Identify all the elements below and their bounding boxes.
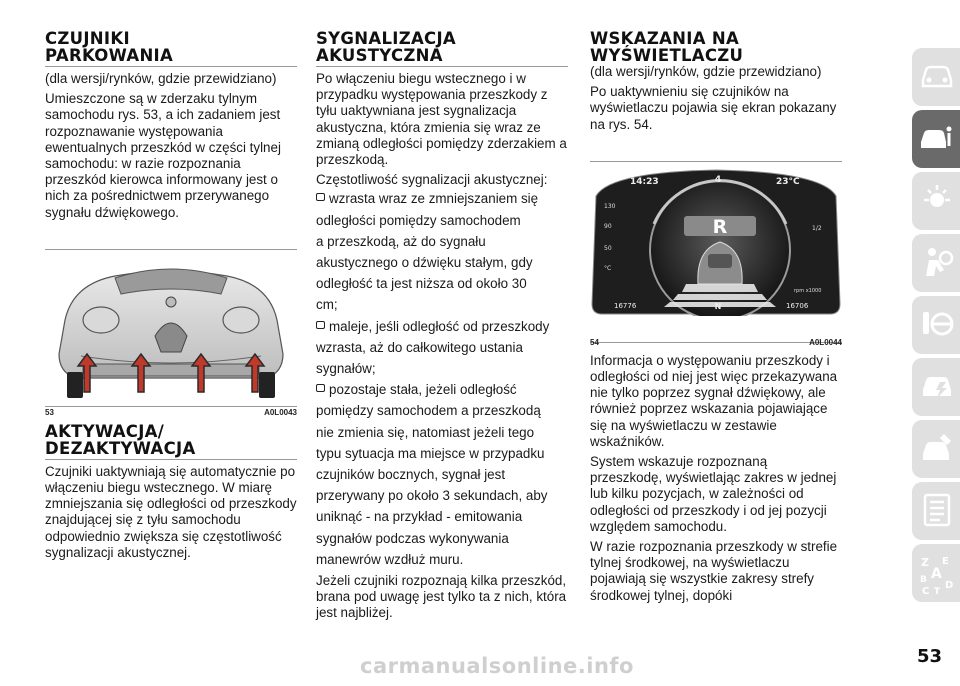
index-letter: B — [920, 575, 927, 585]
title-underline — [45, 459, 297, 460]
tab-car-info-active[interactable] — [912, 110, 960, 168]
title-line-2: AKUSTYCZNA — [316, 46, 443, 65]
tab-technical-data[interactable] — [912, 482, 960, 540]
frequency-intro: Częstotliwość sygnalizacji akustycznej: — [316, 172, 548, 188]
tab-safety[interactable] — [912, 234, 960, 292]
bullet-text: pozostaje stała, jeżeli odległość — [329, 382, 517, 398]
bullet-text: przerywany po około 3 sekundach, aby — [316, 488, 548, 504]
figure-bottom-rule — [590, 342, 842, 343]
clock-readout: 14:23 — [630, 176, 659, 187]
bullet-text: wzrasta wraz ze zmniejszaniem się — [329, 191, 539, 207]
tab-maintenance[interactable] — [912, 420, 960, 478]
title-line-1: CZUJNIKI — [45, 29, 130, 48]
version-note: (dla wersji/rynków, gdzie przewidziano) — [45, 71, 277, 86]
index-letter: T — [934, 587, 941, 594]
temperature-readout: 23°C — [776, 176, 800, 187]
scale-label: 50 — [604, 244, 612, 252]
gear-top-readout: 4 — [714, 174, 722, 185]
section-title-parking-sensors — [45, 30, 297, 64]
section-title-activation — [45, 423, 297, 457]
gear-indicator: R — [712, 215, 728, 238]
rear-center-paragraph: W razie rozpoznania przeszkody w strefie tylnej środkowej, na wyświetlaczu pojawiają się wszystkie zakresy strefy środkowej tylnej, dopóki — [590, 539, 838, 603]
bullet-text: manewrów wzdłuż muru. — [316, 551, 464, 567]
bullet-text: pomiędzy samochodem a przeszkodą — [316, 403, 541, 419]
car-specs-icon — [920, 430, 954, 466]
figure-top-rule — [590, 161, 842, 162]
section-title-display — [590, 30, 842, 64]
instrument-cluster-display — [590, 166, 842, 316]
title-line-1: SYGNALIZACJA — [316, 29, 456, 48]
figure-54 — [590, 166, 842, 347]
fuel-half-label: 1/2 — [812, 224, 822, 232]
display-info-paragraph: Informacja o występowaniu przeszkody i odległości od niej jest więc przekazywana nie tylko poprzez sygnał dźwiękowy, ale również poprzez wskazania pojawiające się na wyświetlaczu w zestawie wskaźników. — [590, 352, 838, 449]
index-icon — [920, 554, 954, 594]
figure-number: 53 — [45, 407, 54, 417]
neutral-label: N — [714, 301, 722, 311]
rpm-label: rpm x1000 — [794, 287, 822, 294]
acoustic-description: Po włączeniu biegu wstecznego i w przypadku występowania przeszkody z tyłu uaktywniana jest sygnalizacja akustyczna, która zmienia się wraz ze zmianą odległości pomiędzy zderzakiem a przeszkodą. — [316, 71, 567, 168]
bullet-marker — [316, 193, 325, 201]
bullet-line — [316, 188, 568, 209]
bullet-decreases — [316, 316, 568, 380]
bullet-text: uniknąć - na przykład - emitowania — [316, 509, 523, 525]
page-number: 53 — [916, 646, 942, 667]
bullet-text: akustycznego o dźwięku stałym, gdy — [316, 255, 533, 271]
scale-label: 130 — [604, 202, 616, 210]
bullet-text: czujników bocznych, sygnał jest — [316, 467, 506, 483]
car-rear-illustration — [45, 250, 297, 398]
title-line-2: PARKOWANIA — [45, 46, 174, 65]
bullet-text: typu sytuacja ma miejsce w przypadku — [316, 445, 545, 461]
car-info-active-icon — [920, 120, 954, 156]
title-line-2: WYŚWIETLACZU — [590, 46, 744, 65]
column-acoustic-signal — [316, 30, 568, 626]
bullet-text: nie zmienia się, natomiast jeżeli tego — [316, 424, 535, 440]
version-note: (dla wersji/rynków, gdzie przewidziano) — [590, 64, 822, 79]
scale-label: °C — [604, 264, 612, 272]
bullet-constant — [316, 379, 568, 570]
bullet-line — [316, 316, 568, 337]
bullet-text: wzrasta, aż do całkowitego ustania — [316, 339, 523, 355]
index-letter: E — [942, 556, 949, 567]
scale-label: 90 — [604, 222, 612, 230]
multiple-obstacles-note: Jeżeli czujniki rozpoznają kilka przeszkód, brana pod uwagę jest tylko ta z nich, która jest najbliżej. — [316, 573, 567, 621]
index-letter: D — [945, 580, 954, 591]
bullet-text: odległości pomiędzy samochodem — [316, 212, 521, 228]
activation-description: Czujniki uaktywniają się automatycznie po włączeniu biegu wstecznego. W miarę zmniejszania się odległości od przeszkody znajdującej się z tyłu samochodu odpowiednio zwiększa się częstotliwość sygnalizacji akustycznej. — [45, 463, 297, 560]
bullet-text: maleje, jeśli odległość od przeszkody — [329, 318, 550, 334]
tab-car-knowledge[interactable] — [912, 48, 960, 106]
bullet-text: cm; — [316, 297, 338, 313]
title-underline — [316, 66, 568, 67]
display-intro: Po uaktywnieniu się czujników na wyświetlaczu pojawia się ekran pokazany na rys. 54. — [590, 84, 837, 132]
bullet-text: odległość ta jest niższa od około 30 — [316, 276, 527, 292]
bullet-line — [316, 379, 568, 400]
system-range-paragraph: System wskazuje rozpoznaną przeszkodę, wyświetlając zakres w jednej lub kilku pozycjach, w zależności od odległości od przeszkody i od jej pozycji względem samochodu. — [590, 454, 837, 534]
car-info-icon — [920, 58, 954, 94]
title-line-1: WSKAZANIA NA — [590, 29, 740, 48]
bullet-increases — [316, 188, 568, 315]
figure-number: 54 — [590, 337, 599, 347]
watermark: carmanualsonline.info — [360, 654, 634, 678]
index-letter: Z — [921, 556, 929, 569]
parking-sensors-description: Umieszczone są w zderzaku tylnym samochodu rys. 53, a ich zadaniem jest rozpoznawanie występowania ewentualnych przeszkód w części tylnej samochodu: w razie rozpoznania przeszkód kierowca informowany jest o nich za pośrednictwem przerywanego sygnału dźwiękowego. — [45, 91, 281, 220]
bullet-marker — [316, 384, 325, 392]
index-letter: C — [922, 586, 930, 594]
steering-wheel-icon — [920, 306, 954, 342]
airbag-icon — [920, 244, 954, 280]
tab-index[interactable] — [912, 544, 960, 602]
odometer-left: 16776 — [614, 301, 637, 310]
tab-warning-lights[interactable] — [912, 172, 960, 230]
figure-code: A0L0043 — [264, 407, 297, 417]
index-letter: A — [931, 566, 942, 582]
title-line-4: DEZAKTYWACJA — [45, 438, 196, 458]
figure-53 — [45, 250, 297, 417]
warning-lights-icon — [920, 182, 954, 218]
bullet-marker — [316, 321, 325, 329]
section-title-acoustic — [316, 30, 568, 64]
title-line-3: AKTYWACJA/ — [45, 421, 165, 441]
title-underline — [45, 66, 297, 67]
figure-bottom-rule — [45, 406, 297, 407]
bullet-text: a przeszkodą, aż do sygnału — [316, 233, 486, 249]
bullet-text: sygnałów; — [316, 361, 376, 377]
column-display-indications — [590, 30, 842, 608]
car-breakdown-icon — [920, 368, 954, 404]
bullet-text: sygnałów podczas wykonywania — [316, 530, 509, 546]
odometer-right: 16706 — [786, 301, 809, 310]
figure-code: A0L0044 — [809, 337, 842, 347]
tab-starting-driving[interactable] — [912, 296, 960, 354]
tab-emergency[interactable] — [912, 358, 960, 416]
column-parking-sensors — [45, 30, 297, 565]
technical-data-icon — [920, 492, 954, 528]
